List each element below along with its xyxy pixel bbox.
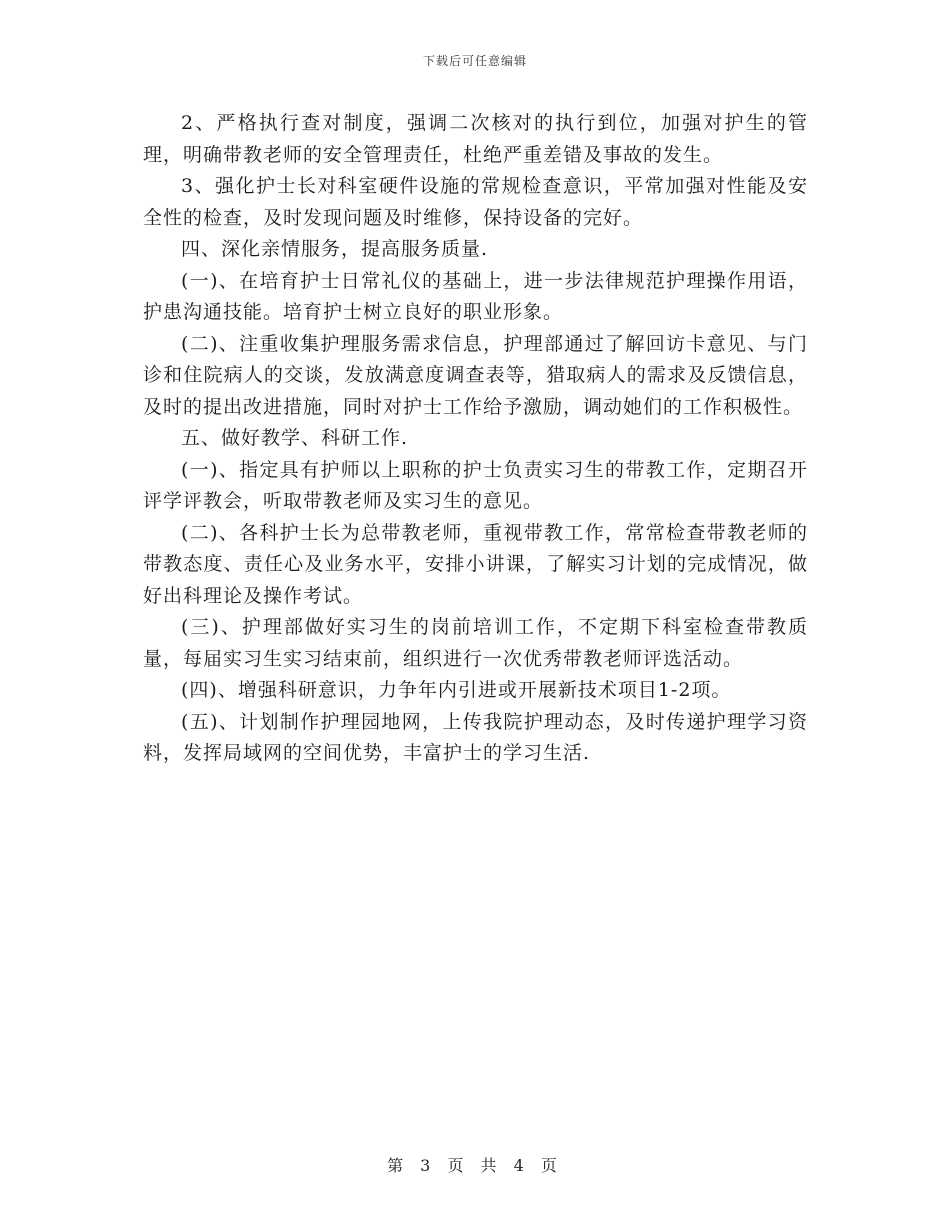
paragraph: (三)、护理部做好实习生的岗前培训工作，不定期下科室检查带教质量，每届实习生实习结束前，组织进行一次优秀带教老师评选活动。 — [143, 616, 808, 670]
paragraph: (二)、注重收集护理服务需求信息，护理部通过了解回访卡意见、与门诊和住院病人的交谈，发放满意度调查表等，猎取病人的需求及反馈信息，及时的提出改进措施，同时对护士工作给予激励，调动她们的工作积极性。 — [143, 332, 808, 418]
paragraph: 3、强化护士长对科室硬件设施的常规检查意识，平常加强对性能及安全性的检查，及时发现问题及时维修，保持设备的完好。 — [143, 175, 808, 229]
section-heading: 五、做好教学、科研工作. — [181, 427, 409, 449]
paragraph: (一)、在培育护士日常礼仪的基础上，进一步法律规范护理操作用语，护患沟通技能。培育护士树立良好的职业形象。 — [143, 269, 808, 323]
paragraph: (四)、增强科研意识，力争年内引进或开展新技术项目1-2项。 — [181, 679, 732, 701]
header-note: 下载后可任意编辑 — [422, 54, 527, 68]
paragraph: (二)、各科护士长为总带教老师，重视带教工作，常常检查带教老师的带教态度、责任心及业务水平，安排小讲课，了解实习计划的完成情况，做好出科理论及操作考试。 — [143, 521, 808, 607]
paragraph: 2、严格执行查对制度，强调二次核对的执行到位，加强对护生的管理，明确带教老师的安全管理责任，杜绝严重差错及事故的发生。 — [143, 112, 808, 166]
paragraph: (五)、计划制作护理园地网，上传我院护理动态，及时传递护理学习资料，发挥局域网的空间优势，丰富护士的学习生活. — [143, 710, 808, 764]
body-content — [143, 108, 808, 770]
section-heading: 四、深化亲情服务，提高服务质量. — [181, 238, 489, 260]
paragraph: (一)、指定具有护师以上职称的护士负责实习生的带教工作，定期召开评学评教会，听取带教老师及实习生的意见。 — [143, 458, 808, 512]
page-number: 第 3 页 共 4 页 — [387, 1156, 563, 1175]
